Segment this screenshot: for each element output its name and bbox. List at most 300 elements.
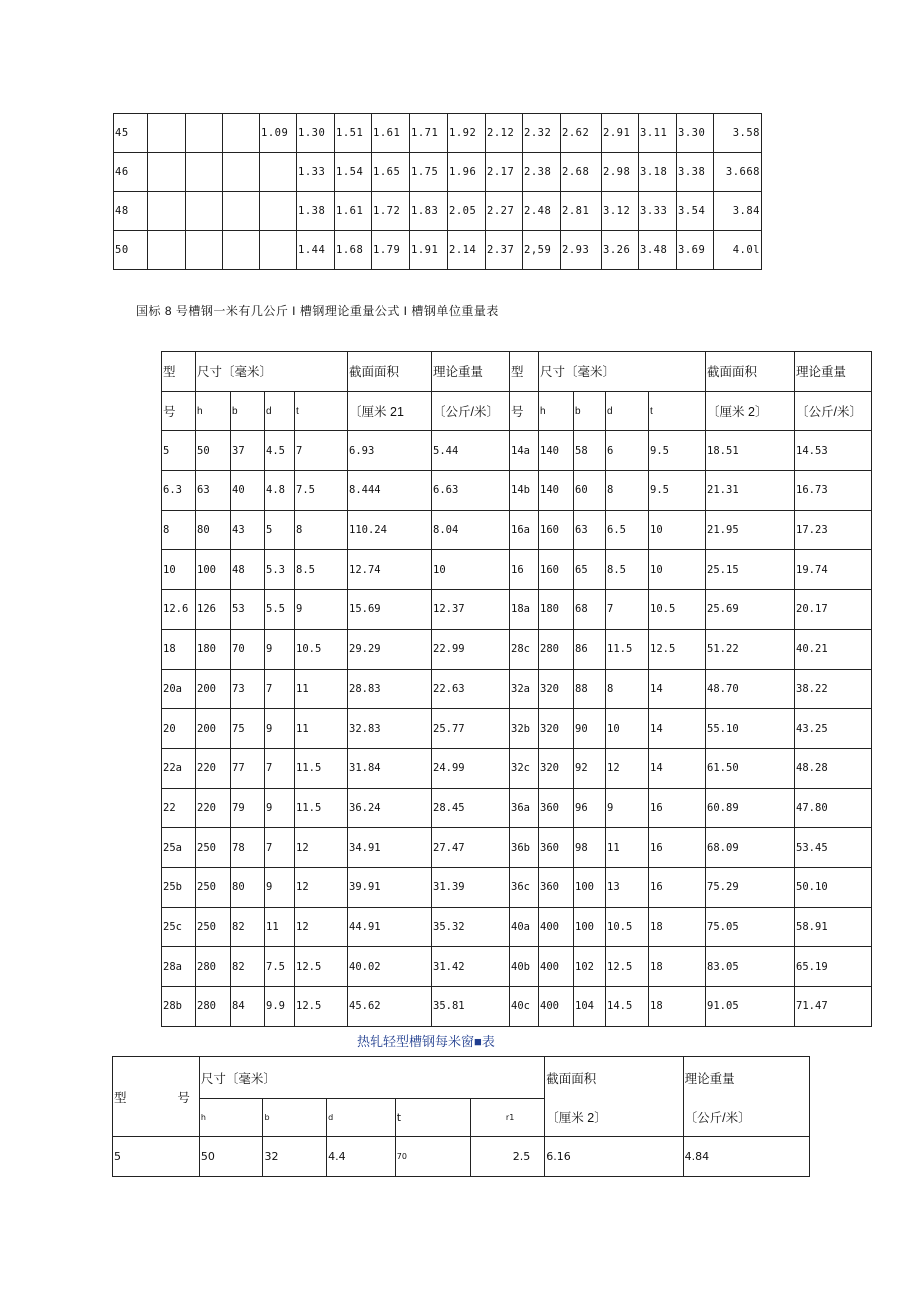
- table-row: [162, 947, 872, 987]
- table-cell: 12: [295, 907, 348, 947]
- table-cell: 25a: [162, 828, 196, 868]
- table-header-row: [113, 1057, 810, 1099]
- table-cell: 82: [231, 947, 265, 987]
- table-cell: 8: [295, 510, 348, 550]
- table-cell: 25c: [162, 907, 196, 947]
- table-cell: 140: [539, 471, 574, 511]
- table-cell: 25.69: [706, 590, 795, 630]
- table-cell: 31.84: [348, 748, 432, 788]
- table-cell: 50: [114, 231, 148, 270]
- table-cell: 4.8: [265, 471, 295, 511]
- table-cell: 400: [539, 947, 574, 987]
- table-cell: 8: [606, 471, 649, 511]
- header-b: b: [263, 1099, 327, 1137]
- table-cell: 3.18: [639, 153, 677, 192]
- table-cell: 45: [114, 114, 148, 153]
- table-cell: 100: [196, 550, 231, 590]
- table-cell: 1.68: [335, 231, 372, 270]
- table-cell: 61.50: [706, 748, 795, 788]
- header-model-suffix: 号: [162, 391, 196, 431]
- table-cell: 9: [265, 629, 295, 669]
- table-cell: 1.51: [335, 114, 372, 153]
- table-cell: 250: [196, 867, 231, 907]
- table-cell: 27.47: [432, 828, 510, 868]
- table-cell: 6.5: [606, 510, 649, 550]
- cell-d: 4.4: [327, 1137, 396, 1177]
- table-cell: 22a: [162, 748, 196, 788]
- table-cell: 2.17: [486, 153, 523, 192]
- header-weight-unit: 〔公斤/米〕: [683, 1099, 809, 1137]
- cell-r1: 2.5: [470, 1137, 545, 1177]
- table-cell: 320: [539, 669, 574, 709]
- table-row: [114, 231, 762, 270]
- table-cell: 50.10: [795, 867, 872, 907]
- header-h: h: [196, 391, 231, 431]
- table-row: [162, 590, 872, 630]
- table-cell: 13: [606, 867, 649, 907]
- table-cell: 90: [574, 709, 606, 749]
- table-cell: 32.83: [348, 709, 432, 749]
- header-t-right: t: [649, 391, 706, 431]
- table-cell: 75: [231, 709, 265, 749]
- table-cell: 36a: [510, 788, 539, 828]
- table-cell: 1.61: [335, 192, 372, 231]
- table-cell: 5.5: [265, 590, 295, 630]
- table-cell: 18: [649, 987, 706, 1027]
- table-cell: 100: [574, 907, 606, 947]
- table-cell: [223, 192, 260, 231]
- table-cell: 96: [574, 788, 606, 828]
- table-cell: 320: [539, 709, 574, 749]
- table-cell: 14: [649, 748, 706, 788]
- table-cell: 10: [606, 709, 649, 749]
- section-title-national-standard: 国标 8 号槽钢一米有几公斤 I 槽钢理论重量公式 I 槽钢单位重量表: [136, 304, 499, 318]
- table-cell: 48.28: [795, 748, 872, 788]
- table-cell: 3.668: [714, 153, 762, 192]
- table-cell: 126: [196, 590, 231, 630]
- header-model-suffix-right: 号: [510, 391, 539, 431]
- table-cell: 1.79: [372, 231, 410, 270]
- table-cell: 360: [539, 828, 574, 868]
- header-model: [113, 1057, 200, 1137]
- table-cell: 12: [295, 828, 348, 868]
- table-cell: 180: [196, 629, 231, 669]
- table-cell: 12.6: [162, 590, 196, 630]
- table-cell: 80: [231, 867, 265, 907]
- cell-model: 5: [113, 1137, 200, 1177]
- table-cell: 8.04: [432, 510, 510, 550]
- table-cell: 2.12: [486, 114, 523, 153]
- table-cell: 6.93: [348, 431, 432, 471]
- table-cell: 22: [162, 788, 196, 828]
- table-cell: 2.05: [448, 192, 486, 231]
- table-cell: 1.61: [372, 114, 410, 153]
- table-cell: 1.54: [335, 153, 372, 192]
- table-cell: 36.24: [348, 788, 432, 828]
- table-cell: 18a: [510, 590, 539, 630]
- table-cell: 53.45: [795, 828, 872, 868]
- table-cell: 73: [231, 669, 265, 709]
- table-cell: 1.91: [410, 231, 448, 270]
- table-cell: 6.63: [432, 471, 510, 511]
- table-cell: 3.33: [639, 192, 677, 231]
- table-row: [113, 1137, 810, 1177]
- table-cell: 98: [574, 828, 606, 868]
- table-cell: 12.74: [348, 550, 432, 590]
- table-cell: 68.09: [706, 828, 795, 868]
- table-row: [162, 510, 872, 550]
- header-r1: r1: [470, 1099, 545, 1137]
- table-cell: 5: [162, 431, 196, 471]
- table-cell: 48: [114, 192, 148, 231]
- table-cell: 3.30: [677, 114, 714, 153]
- table-cell: 75.05: [706, 907, 795, 947]
- table-cell: 40: [231, 471, 265, 511]
- header-weight: 理论重量: [432, 352, 510, 392]
- table-row: [162, 987, 872, 1027]
- header-area-unit: 〔厘米 2〕: [545, 1099, 683, 1137]
- table-cell: 1.44: [297, 231, 335, 270]
- table-cell: 10.5: [295, 629, 348, 669]
- table-cell: 11.5: [295, 748, 348, 788]
- table-cell: 3.12: [602, 192, 639, 231]
- header-area-unit-right: 〔厘米 2〕: [706, 391, 795, 431]
- cell-b: 32: [263, 1137, 327, 1177]
- table-row: [114, 114, 762, 153]
- table-cell: 38.22: [795, 669, 872, 709]
- table-cell: [148, 192, 186, 231]
- table-cell: 10: [649, 550, 706, 590]
- table-cell: 32a: [510, 669, 539, 709]
- table-cell: 40b: [510, 947, 539, 987]
- table-cell: 11: [295, 669, 348, 709]
- table-subheader-row: [113, 1099, 810, 1137]
- table-cell: 51.22: [706, 629, 795, 669]
- table-cell: 104: [574, 987, 606, 1027]
- table-cell: 9.9: [265, 987, 295, 1027]
- table-cell: 40c: [510, 987, 539, 1027]
- header-d: d: [265, 391, 295, 431]
- table-cell: 280: [539, 629, 574, 669]
- table-row: [162, 907, 872, 947]
- table-cell: 4.5: [265, 431, 295, 471]
- table-cell: 20: [162, 709, 196, 749]
- table-cell: 1.65: [372, 153, 410, 192]
- table-cell: 320: [539, 748, 574, 788]
- table-cell: 1.71: [410, 114, 448, 153]
- table-row: [162, 828, 872, 868]
- table-cell: 1.09: [260, 114, 297, 153]
- header-d: d: [327, 1099, 396, 1137]
- table-cell: 250: [196, 828, 231, 868]
- table-cell: 4.0l: [714, 231, 762, 270]
- table-cell: [223, 114, 260, 153]
- table-cell: 86: [574, 629, 606, 669]
- table-cell: 220: [196, 788, 231, 828]
- table-cell: 9: [265, 709, 295, 749]
- cell-area: 6.16: [545, 1137, 683, 1177]
- table-cell: 32b: [510, 709, 539, 749]
- table-cell: 7: [265, 669, 295, 709]
- table-cell: 7.5: [265, 947, 295, 987]
- table-cell: 8.5: [606, 550, 649, 590]
- table-cell: 24.99: [432, 748, 510, 788]
- table-cell: 25.15: [706, 550, 795, 590]
- table-cell: 220: [196, 748, 231, 788]
- table-cell: 28.83: [348, 669, 432, 709]
- table-cell: 8.444: [348, 471, 432, 511]
- table-cell: 3.84: [714, 192, 762, 231]
- table-cell: 19.74: [795, 550, 872, 590]
- light-channel-weight-table: [112, 1056, 810, 1177]
- table-cell: 18: [162, 629, 196, 669]
- table-cell: 11.5: [295, 788, 348, 828]
- table-cell: 6.3: [162, 471, 196, 511]
- table-cell: 60: [574, 471, 606, 511]
- header-weight: 理论重量: [683, 1057, 809, 1099]
- table-cell: 200: [196, 669, 231, 709]
- table-cell: 2.62: [561, 114, 602, 153]
- table-cell: 7.5: [295, 471, 348, 511]
- table-cell: 65.19: [795, 947, 872, 987]
- table-cell: 36b: [510, 828, 539, 868]
- table-cell: 84: [231, 987, 265, 1027]
- table-cell: 1.38: [297, 192, 335, 231]
- table-cell: 15.69: [348, 590, 432, 630]
- table-cell: 1.92: [448, 114, 486, 153]
- table-cell: 14: [649, 669, 706, 709]
- table-cell: 5: [265, 510, 295, 550]
- table-cell: 18.51: [706, 431, 795, 471]
- table-cell: 83.05: [706, 947, 795, 987]
- table-cell: 12.37: [432, 590, 510, 630]
- header-area-unit: 〔厘米 21: [348, 391, 432, 431]
- channel-steel-weight-table: [161, 351, 872, 1027]
- table-row: [114, 153, 762, 192]
- table-cell: 9: [606, 788, 649, 828]
- table-cell: 31.42: [432, 947, 510, 987]
- table-cell: 180: [539, 590, 574, 630]
- table-cell: 3.69: [677, 231, 714, 270]
- table-cell: 46: [114, 153, 148, 192]
- table-cell: 10: [432, 550, 510, 590]
- table-cell: 14: [649, 709, 706, 749]
- table-cell: 2.98: [602, 153, 639, 192]
- table-cell: 55.10: [706, 709, 795, 749]
- table-cell: [223, 153, 260, 192]
- table-cell: 10.5: [606, 907, 649, 947]
- table-cell: 21.95: [706, 510, 795, 550]
- table-row: [162, 431, 872, 471]
- header-weight-right: 理论重量: [795, 352, 872, 392]
- table-cell: 9.5: [649, 431, 706, 471]
- table-cell: 8: [606, 669, 649, 709]
- table-cell: 58: [574, 431, 606, 471]
- table-cell: 7: [265, 828, 295, 868]
- table-cell: 9: [295, 590, 348, 630]
- table-row: [162, 471, 872, 511]
- table-cell: 88: [574, 669, 606, 709]
- table-cell: 11: [606, 828, 649, 868]
- table-cell: 6: [606, 431, 649, 471]
- table-header-row: [162, 352, 872, 392]
- table-cell: 9: [265, 788, 295, 828]
- table-row: [162, 748, 872, 788]
- weight-table-top: [113, 113, 762, 270]
- table-cell: 18: [649, 947, 706, 987]
- header-area: 截面面积: [545, 1057, 683, 1099]
- table-cell: 12.5: [649, 629, 706, 669]
- table-cell: 16.73: [795, 471, 872, 511]
- header-size-right: 尺寸〔毫米〕: [539, 352, 706, 392]
- table-cell: 14.53: [795, 431, 872, 471]
- table-cell: 36c: [510, 867, 539, 907]
- table-cell: [186, 192, 223, 231]
- table-cell: 5.3: [265, 550, 295, 590]
- table-cell: 31.39: [432, 867, 510, 907]
- table-cell: 250: [196, 907, 231, 947]
- header-b: b: [231, 391, 265, 431]
- table-cell: 5.44: [432, 431, 510, 471]
- table-cell: 14b: [510, 471, 539, 511]
- table-row: [114, 192, 762, 231]
- table-cell: 110.24: [348, 510, 432, 550]
- header-h-right: h: [539, 391, 574, 431]
- table-cell: [148, 114, 186, 153]
- table-cell: 160: [539, 510, 574, 550]
- table-cell: [148, 231, 186, 270]
- table-cell: 28.45: [432, 788, 510, 828]
- table-cell: 22.99: [432, 629, 510, 669]
- table-cell: 12: [606, 748, 649, 788]
- table-cell: 8.5: [295, 550, 348, 590]
- table-cell: [186, 231, 223, 270]
- table-cell: 43.25: [795, 709, 872, 749]
- table-cell: 1.75: [410, 153, 448, 192]
- table-row: [162, 550, 872, 590]
- table-cell: 2.37: [486, 231, 523, 270]
- table-cell: 35.32: [432, 907, 510, 947]
- table-cell: 16: [649, 867, 706, 907]
- table-cell: 44.91: [348, 907, 432, 947]
- table-cell: 1.72: [372, 192, 410, 231]
- table-cell: 102: [574, 947, 606, 987]
- table-cell: 3.26: [602, 231, 639, 270]
- header-size: 尺寸〔毫米〕: [196, 352, 348, 392]
- table-cell: [260, 231, 297, 270]
- table-cell: 39.91: [348, 867, 432, 907]
- table-row: [162, 709, 872, 749]
- table-cell: 50: [196, 431, 231, 471]
- table-cell: 7: [606, 590, 649, 630]
- table-cell: 2.91: [602, 114, 639, 153]
- table-cell: 40.02: [348, 947, 432, 987]
- table-cell: 2.38: [523, 153, 561, 192]
- table-cell: 3.48: [639, 231, 677, 270]
- table-cell: 1.33: [297, 153, 335, 192]
- table-cell: 140: [539, 431, 574, 471]
- table-cell: 2.14: [448, 231, 486, 270]
- table-cell: 65: [574, 550, 606, 590]
- table-cell: 2.93: [561, 231, 602, 270]
- section-title-light-channel: 热轧轻型槽钢每米窗■表: [357, 1034, 495, 1049]
- header-d-right: d: [606, 391, 649, 431]
- table-cell: 60.89: [706, 788, 795, 828]
- table-cell: 160: [539, 550, 574, 590]
- table-cell: 34.91: [348, 828, 432, 868]
- header-b-right: b: [574, 391, 606, 431]
- table-cell: 16: [649, 788, 706, 828]
- table-cell: 40a: [510, 907, 539, 947]
- table-cell: 3.58: [714, 114, 762, 153]
- table-cell: 92: [574, 748, 606, 788]
- table-cell: 360: [539, 788, 574, 828]
- table-cell: 12: [295, 867, 348, 907]
- table-cell: 200: [196, 709, 231, 749]
- table-cell: 14.5: [606, 987, 649, 1027]
- table-cell: 11: [295, 709, 348, 749]
- header-weight-unit: 〔公斤/米〕: [432, 391, 510, 431]
- table-cell: 21.31: [706, 471, 795, 511]
- table-cell: 22.63: [432, 669, 510, 709]
- header-model: 型: [162, 352, 196, 392]
- table-cell: 280: [196, 987, 231, 1027]
- table-cell: 25b: [162, 867, 196, 907]
- table-cell: 58.91: [795, 907, 872, 947]
- table-cell: 28c: [510, 629, 539, 669]
- table-row: [162, 788, 872, 828]
- table-cell: 77: [231, 748, 265, 788]
- table-cell: 16a: [510, 510, 539, 550]
- table-cell: 68: [574, 590, 606, 630]
- header-model-right: 号: [177, 1090, 190, 1105]
- header-h: h: [199, 1099, 263, 1137]
- table-row: [162, 629, 872, 669]
- table-cell: 48: [231, 550, 265, 590]
- table-cell: 1.30: [297, 114, 335, 153]
- table-cell: 80: [196, 510, 231, 550]
- table-cell: 2.81: [561, 192, 602, 231]
- table-cell: 28a: [162, 947, 196, 987]
- table-row: [162, 669, 872, 709]
- table-cell: 12.5: [295, 947, 348, 987]
- table-cell: 10: [162, 550, 196, 590]
- table-cell: 1.83: [410, 192, 448, 231]
- table-cell: 25.77: [432, 709, 510, 749]
- header-model-right: 型: [510, 352, 539, 392]
- table-cell: 78: [231, 828, 265, 868]
- table-cell: 1.96: [448, 153, 486, 192]
- table-row: [162, 867, 872, 907]
- table-cell: 14a: [510, 431, 539, 471]
- cell-t: 70: [395, 1137, 470, 1177]
- table-cell: 75.29: [706, 867, 795, 907]
- table-cell: 16: [649, 828, 706, 868]
- header-t: t: [295, 391, 348, 431]
- table-cell: 71.47: [795, 987, 872, 1027]
- table-cell: 7: [265, 748, 295, 788]
- table-cell: 400: [539, 907, 574, 947]
- cell-h: 50: [199, 1137, 263, 1177]
- table-cell: 48.70: [706, 669, 795, 709]
- table-cell: 45.62: [348, 987, 432, 1027]
- table-cell: 2.27: [486, 192, 523, 231]
- header-weight-unit-right: 〔公斤/米〕: [795, 391, 872, 431]
- table-cell: 12.5: [606, 947, 649, 987]
- table-cell: 3.38: [677, 153, 714, 192]
- table-cell: [186, 153, 223, 192]
- table-cell: 82: [231, 907, 265, 947]
